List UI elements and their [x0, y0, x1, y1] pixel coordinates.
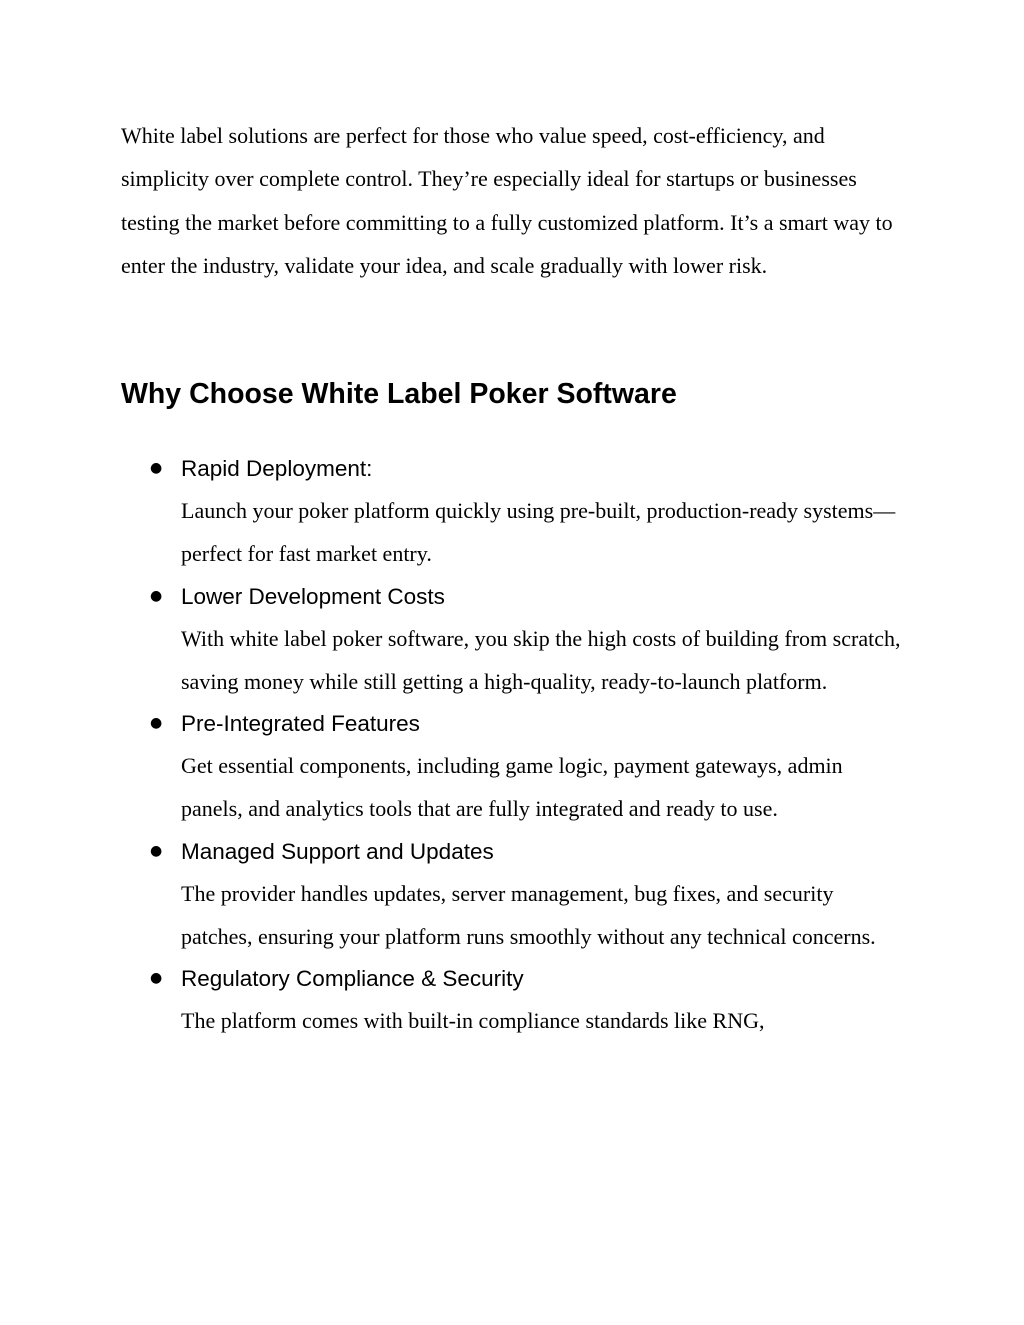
list-item-rapid-deployment	[0, 448, 1024, 576]
list-item-managed-support	[0, 831, 1024, 959]
benefits-list	[0, 448, 1024, 1043]
list-item-description: The platform comes with built-in compliance standards like RNG,	[181, 1008, 765, 1034]
list-item-title: Managed Support and Updates	[181, 838, 494, 864]
bullet-icon: ●	[150, 715, 163, 732]
list-item-description: Launch your poker platform quickly using pre-built, production-ready systems—perfect for fast market entry.	[181, 498, 896, 567]
list-item-lower-costs	[0, 576, 1024, 704]
bullet-icon: ●	[150, 460, 163, 476]
intro-paragraph: White label solutions are perfect for those who value speed, cost-efficiency, and simplicity over complete control. They’re especially ideal for startups or businesses testing the market before committing to a fully customized platform. It’s a smart way to enter the industry, validate your idea, and scale gradually with lower risk.	[121, 123, 893, 279]
list-item-description: Get essential components, including game logic, payment gateways, admin panels, and analytics tools that are fully integrated and ready to use.	[181, 753, 843, 822]
bullet-icon: ●	[150, 587, 163, 604]
list-item-regulatory-compliance	[0, 958, 1024, 1042]
bullet-icon: ●	[150, 970, 163, 987]
list-item-title: Lower Development Costs	[181, 583, 445, 609]
list-item-title: Pre-Integrated Features	[181, 711, 420, 737]
list-item-title: Regulatory Compliance & Security	[181, 966, 524, 992]
list-item-description: With white label poker software, you skip the high costs of building from scratch, saving money while still getting a high-quality, ready-to-launch platform.	[181, 625, 901, 694]
bullet-icon: ●	[150, 842, 163, 859]
section-heading: Why Choose White Label Poker Software	[121, 378, 677, 410]
list-item-description: The provider handles updates, server management, bug fixes, and security patches, ensuring your platform runs smoothly without any technical concerns.	[181, 880, 876, 950]
list-item-title: Rapid Deployment:	[181, 456, 373, 481]
list-item-pre-integrated-features	[0, 703, 1024, 831]
